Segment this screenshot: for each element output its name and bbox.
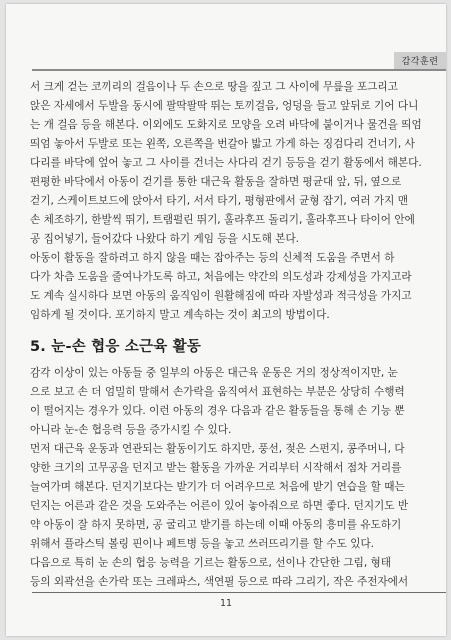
paragraph-encouragement: 아동이 활동을 잘하려고 하지 않을 때는 잡아주는 등의 신체적 도움을 주면서 하 다가 차츰 도움을 줄여나가도록 하고, 처음에는 약간의 의도성과 강제성을 가지고라 도 계속 실시하다 보면 아동의 움직임이 원활해짐에 따라 자발성과 적극성을 가지고 임하게 될 것이다. 포기하지 말고 계속하는 것이 최고의 방법이다. [30,252,412,321]
paragraph-walking-activities: 서 크게 걷는 코끼리의 걸음이나 두 손으로 땅을 짚고 그 사이에 무릎을 포그리고 앉은 자세에서 두발을 동시에 팔딱팔딱 뛰는 토끼걸음, 엉덩을 들고 앞뒤로 기어 다니 는 개 걸음 등을 해본다. 이외에도 도화지로 모양을 오려 바닥에 붙이거나 물건을 띄엄 띄엄 놓아서 두발로 또는 왼쪽, 오른쪽을 번갈아 밟고 가게 하는 징검다리 건너기, 사 다리를 바닥에 엎어 놓고 그 사이를 건너는 사다리 걷기 등등을 걷기 활동에서 해본다. [30,81,422,169]
paragraph-tracing: 다음으로 특히 눈 손의 협응 능력을 기르는 활동으로, 선이나 간단한 그림, 형태 등의 외곽선을 손가락 또는 크레파스, 색연필 등으로 따라 그리기, 작은 주전자에서 [30,557,409,588]
document-page [6,4,446,636]
running-header-label: 감각훈련 [394,52,446,69]
paragraph-throwing-catching: 먼저 대근육 운동과 연관되는 활동이기도 하지만, 풍선, 젖은 스펀지, 콩주머니, 다 양한 크기의 고무공을 던지고 받는 활동을 가까운 거리부터 시작해서 점차 거리를 늘여가며 해본다. 던지기보다는 받기가 더 어려우므로 처음에 받기 연습을 할 때는 던지는 어른과 같은 것을 도와주는 어른이 있어 놓아줘으로 하면 좋다. 던지기도 반 약 아동이 잘 하지 못하면, 공 굴리고 받기를 하는데 이때 아동의 흥미를 유도하기 위해서 플라스틱 볼링 핀이나 페트병 등을 놓고 쓰러뜨리기를 할 수도 있다. [30,443,409,550]
paragraph-gross-motor-activities: 편평한 바닥에서 아동이 걷기를 통한 대근육 활동을 잘하면 평균대 앞, 뒤, 옆으로 걷기, 스케이트보드에 앉아서 타기, 서서 타기, 평형판에서 균형 잡기, 여러 가지 맨 손 체조하기, 한발씩 뛰기, 트램펄린 뛰기, 훌라후프 돌리기, 훌라후프나 타이어 안에 공 집어넣기, 들어갔다 나왔다 하기 게임 등을 시도해 본다. [30,176,415,245]
section-heading: 5. 눈-손 협응 소근육 활동 [30,339,202,355]
footer-rule [32,592,446,593]
page-number: 11 [219,598,233,609]
paragraph-fine-motor-intro: 감각 이상이 있는 아동들 중 일부의 아동은 대근육 운동은 거의 정상적이지만, 눈 으로 보고 손 더 엄밀히 말해서 손가락을 움직여서 표현하는 부분은 상당히 수행력 이 떨어지는 경우가 있다. 이런 아동의 경우 다음과 같은 활동들을 통해 손 기능 뿐 아니라 눈-손 협응력 등을 증가시킬 수 있다. [30,367,405,436]
header-rule [32,69,446,71]
page-body [30,78,424,592]
